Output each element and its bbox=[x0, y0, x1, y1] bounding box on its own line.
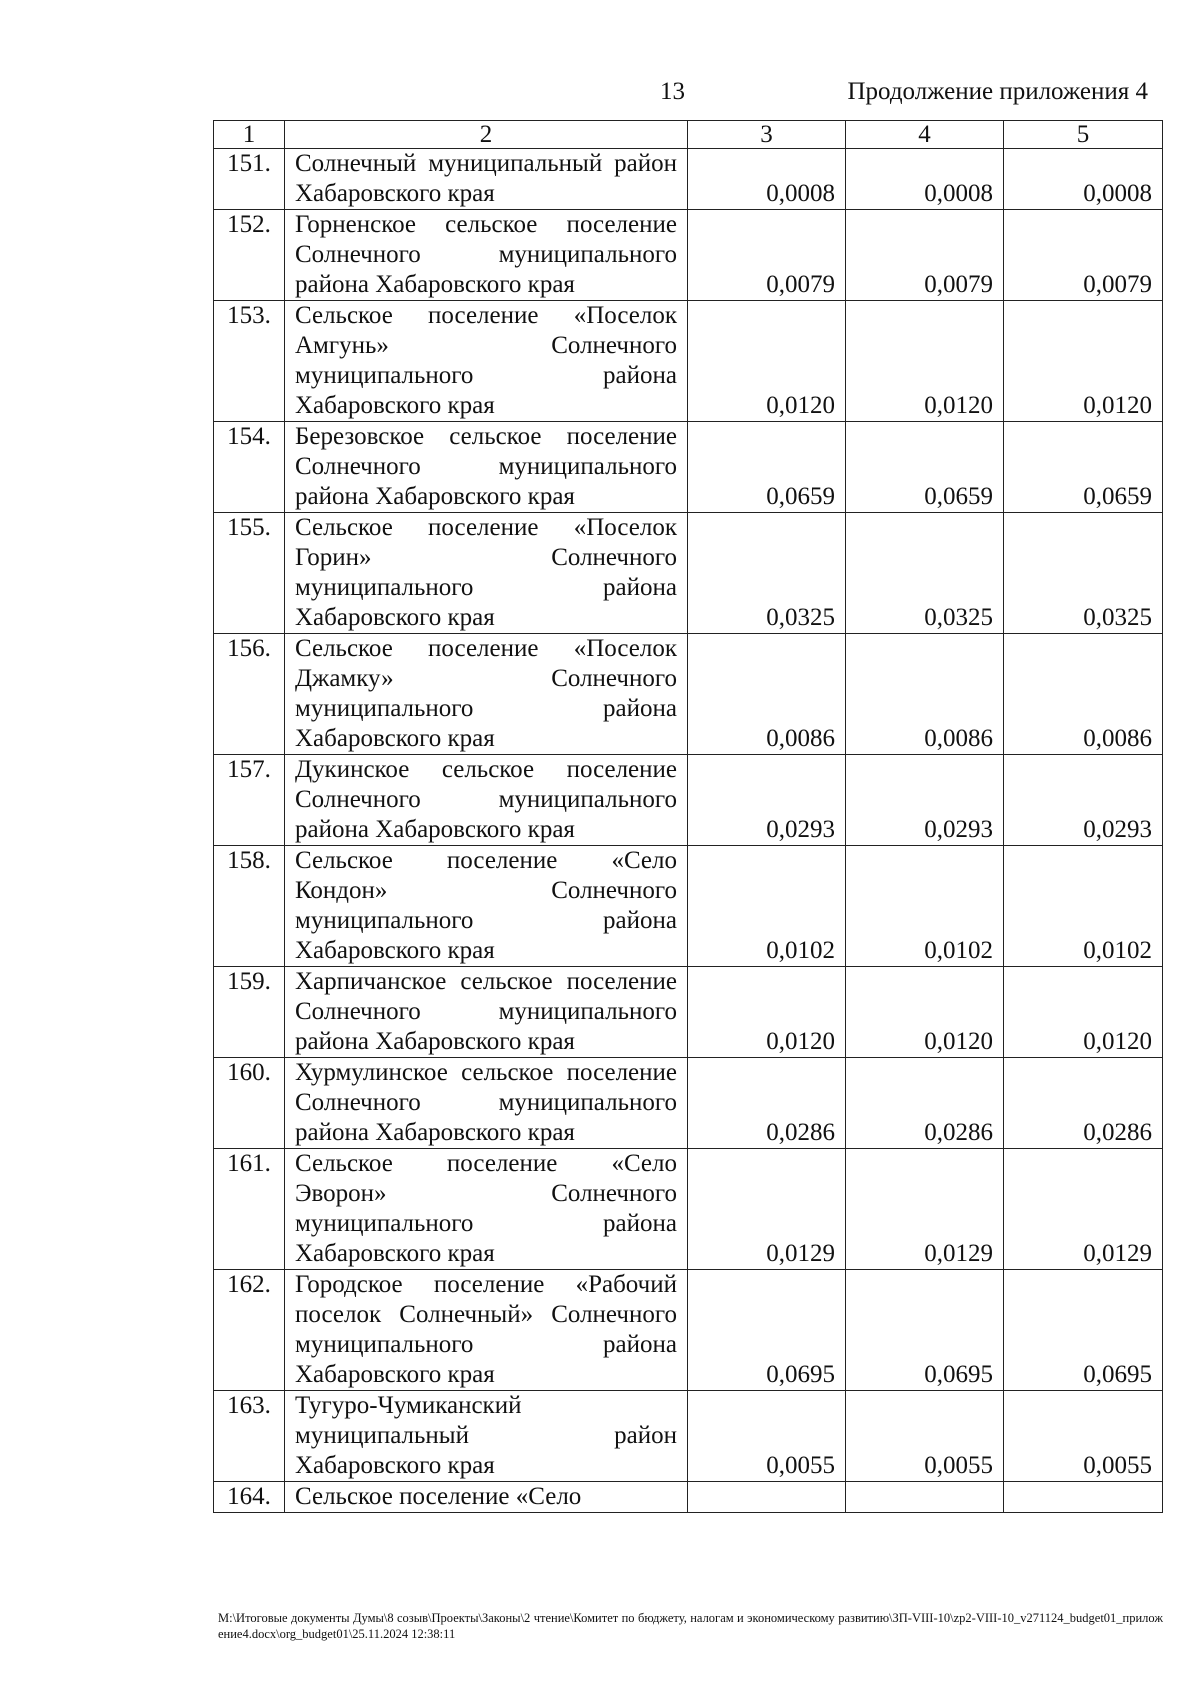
value-col5: 0,0055 bbox=[1004, 1391, 1163, 1482]
value-col4: 0,0055 bbox=[846, 1391, 1004, 1482]
table-row bbox=[214, 513, 1163, 634]
value-col4: 0,0325 bbox=[846, 513, 1004, 634]
row-number: 164. bbox=[214, 1482, 285, 1513]
value-col5: 0,0079 bbox=[1004, 210, 1163, 301]
row-number: 163. bbox=[214, 1391, 285, 1482]
entity-name: Солнечный муниципальный район Хабаровского края bbox=[285, 149, 688, 210]
row-number: 154. bbox=[214, 422, 285, 513]
value-col5: 0,0286 bbox=[1004, 1058, 1163, 1149]
value-col4: 0,0120 bbox=[846, 301, 1004, 422]
value-col4: 0,0695 bbox=[846, 1270, 1004, 1391]
row-number: 159. bbox=[214, 967, 285, 1058]
value-col5: 0,0325 bbox=[1004, 513, 1163, 634]
value-col3: 0,0102 bbox=[688, 846, 846, 967]
row-number: 151. bbox=[214, 149, 285, 210]
header-row bbox=[214, 121, 1163, 149]
entity-name: Сельское поселение «Поселок Амгунь» Солнечного муниципального района Хабаровского края bbox=[285, 301, 688, 422]
entity-name: Городское поселение «Рабочий поселок Солнечный» Солнечного муниципального района Хабаровского края bbox=[285, 1270, 688, 1391]
table-row bbox=[214, 1482, 1163, 1513]
table-row bbox=[214, 1270, 1163, 1391]
value-col3: 0,0086 bbox=[688, 634, 846, 755]
entity-name: Сельское поселение «Поселок Джамку» Солнечного муниципального района Хабаровского края bbox=[285, 634, 688, 755]
footer-file-path: M:\Итоговые документы Думы\8 созыв\Проекты\Законы\2 чтение\Комитет по бюджету, налогам и экономическому развитию\ЗП-VIII-10\zp2-VIII-10_v271124_budget01_приложение4.docx\org_budget01\25.11.2024 12:38:11 bbox=[218, 1611, 1163, 1641]
value-col4 bbox=[846, 1482, 1004, 1513]
row-number: 161. bbox=[214, 1149, 285, 1270]
value-col4: 0,0079 bbox=[846, 210, 1004, 301]
table-row bbox=[214, 634, 1163, 755]
column-header: 4 bbox=[846, 121, 1004, 149]
column-header: 5 bbox=[1004, 121, 1163, 149]
value-col4: 0,0129 bbox=[846, 1149, 1004, 1270]
value-col3: 0,0325 bbox=[688, 513, 846, 634]
value-col3: 0,0079 bbox=[688, 210, 846, 301]
entity-name: Сельское поселение «Поселок Горин» Солнечного муниципального района Хабаровского края bbox=[285, 513, 688, 634]
column-header: 1 bbox=[214, 121, 285, 149]
table-body bbox=[214, 149, 1163, 1513]
row-number: 162. bbox=[214, 1270, 285, 1391]
value-col4: 0,0293 bbox=[846, 755, 1004, 846]
value-col4: 0,0286 bbox=[846, 1058, 1004, 1149]
value-col5: 0,0695 bbox=[1004, 1270, 1163, 1391]
column-header: 2 bbox=[285, 121, 688, 149]
entity-name: Березовское сельское поселение Солнечного муниципального района Хабаровского края bbox=[285, 422, 688, 513]
table-header bbox=[214, 121, 1163, 149]
allocation-table bbox=[213, 120, 1163, 1513]
page-number: 13 bbox=[660, 78, 685, 105]
value-col4: 0,0659 bbox=[846, 422, 1004, 513]
value-col3: 0,0695 bbox=[688, 1270, 846, 1391]
table-row bbox=[214, 967, 1163, 1058]
value-col3: 0,0120 bbox=[688, 967, 846, 1058]
table-row bbox=[214, 149, 1163, 210]
table-row bbox=[214, 301, 1163, 422]
value-col5: 0,0293 bbox=[1004, 755, 1163, 846]
value-col3: 0,0293 bbox=[688, 755, 846, 846]
entity-name: Горненское сельское поселение Солнечного муниципального района Хабаровского края bbox=[285, 210, 688, 301]
row-number: 155. bbox=[214, 513, 285, 634]
entity-name: Харпичанское сельское поселение Солнечного муниципального района Хабаровского края bbox=[285, 967, 688, 1058]
value-col4: 0,0086 bbox=[846, 634, 1004, 755]
value-col5: 0,0129 bbox=[1004, 1149, 1163, 1270]
entity-name: Сельское поселение «Село Кондон» Солнечного муниципального района Хабаровского края bbox=[285, 846, 688, 967]
table-row bbox=[214, 1058, 1163, 1149]
entity-name: Тугуро-Чумиканский муниципальный район Хабаровского края bbox=[285, 1391, 688, 1482]
table-row bbox=[214, 422, 1163, 513]
row-number: 160. bbox=[214, 1058, 285, 1149]
value-col4: 0,0102 bbox=[846, 846, 1004, 967]
entity-name: Хурмулинское сельское поселение Солнечного муниципального района Хабаровского края bbox=[285, 1058, 688, 1149]
value-col5: 0,0102 bbox=[1004, 846, 1163, 967]
row-number: 153. bbox=[214, 301, 285, 422]
value-col3 bbox=[688, 1482, 846, 1513]
continuation-label: Продолжение приложения 4 bbox=[847, 78, 1148, 105]
value-col3: 0,0286 bbox=[688, 1058, 846, 1149]
entity-name: Сельское поселение «Село bbox=[285, 1482, 688, 1513]
value-col5: 0,0008 bbox=[1004, 149, 1163, 210]
value-col3: 0,0008 bbox=[688, 149, 846, 210]
value-col3: 0,0129 bbox=[688, 1149, 846, 1270]
value-col3: 0,0055 bbox=[688, 1391, 846, 1482]
column-header: 3 bbox=[688, 121, 846, 149]
value-col5: 0,0086 bbox=[1004, 634, 1163, 755]
value-col5 bbox=[1004, 1482, 1163, 1513]
table-row bbox=[214, 1149, 1163, 1270]
value-col5: 0,0120 bbox=[1004, 301, 1163, 422]
table-row bbox=[214, 755, 1163, 846]
entity-name: Дукинское сельское поселение Солнечного муниципального района Хабаровского края bbox=[285, 755, 688, 846]
value-col4: 0,0120 bbox=[846, 967, 1004, 1058]
table-row bbox=[214, 210, 1163, 301]
table-row bbox=[214, 846, 1163, 967]
row-number: 152. bbox=[214, 210, 285, 301]
value-col5: 0,0659 bbox=[1004, 422, 1163, 513]
row-number: 157. bbox=[214, 755, 285, 846]
table-row bbox=[214, 1391, 1163, 1482]
value-col4: 0,0008 bbox=[846, 149, 1004, 210]
row-number: 158. bbox=[214, 846, 285, 967]
value-col5: 0,0120 bbox=[1004, 967, 1163, 1058]
entity-name: Сельское поселение «Село Эворон» Солнечного муниципального района Хабаровского края bbox=[285, 1149, 688, 1270]
value-col3: 0,0659 bbox=[688, 422, 846, 513]
row-number: 156. bbox=[214, 634, 285, 755]
value-col3: 0,0120 bbox=[688, 301, 846, 422]
